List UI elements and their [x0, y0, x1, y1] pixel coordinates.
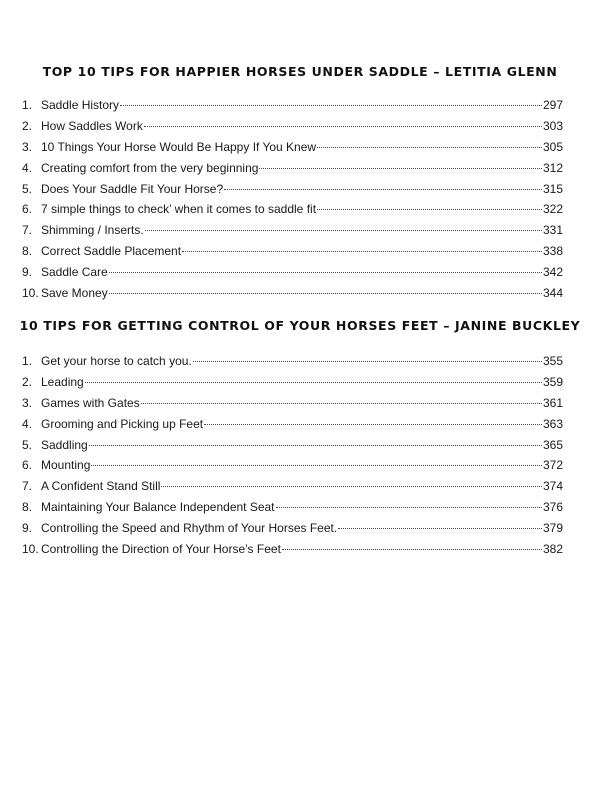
toc-entry-page-number: 382 [542, 542, 563, 557]
toc-dot-leader [89, 445, 542, 446]
toc-entry [22, 137, 563, 158]
toc-dot-leader [109, 293, 542, 294]
toc-entry-title: Saddling [41, 437, 88, 452]
toc-entry-title: A Confident Stand Still [41, 479, 161, 494]
toc-entry-number: 5. [22, 181, 33, 196]
toc-entry-page-number: 322 [542, 202, 563, 217]
toc-entry-number: 6. [22, 202, 33, 217]
toc-entry-title: Saddle Care [41, 265, 108, 280]
toc-dot-leader [120, 105, 542, 106]
toc-dot-leader [109, 272, 542, 273]
toc-entry-number: 2. [22, 118, 33, 133]
toc-list-horse-feet-tips [22, 351, 563, 560]
toc-entry-page-number: 365 [542, 437, 563, 452]
toc-entry [22, 283, 563, 304]
section-title-saddle-tips: TOP 10 TIPS FOR HAPPIER HORSES UNDER SADDLE – LETITIA GLENN [42, 64, 558, 79]
toc-entry-title: Shimming / Inserts. [41, 223, 144, 238]
toc-entry-title: Saddle History [41, 98, 120, 112]
toc-entry [22, 518, 563, 539]
toc-entry [22, 262, 563, 283]
toc-dot-leader [282, 549, 542, 550]
toc-entry-title: Controlling the Direction of Your Horse’s Feet [41, 542, 281, 557]
toc-entry-page-number: 297 [542, 98, 563, 112]
toc-entry-title: Controlling the Speed and Rhythm of Your Horses Feet. [41, 521, 338, 536]
toc-dot-leader [204, 424, 542, 425]
toc-dot-leader [338, 528, 542, 529]
toc-entry-page-number: 372 [542, 458, 563, 473]
toc-entry-number: 5. [22, 437, 33, 452]
toc-entry-page-number: 379 [542, 521, 563, 536]
toc-entry [22, 455, 563, 476]
toc-entry-number: 9. [22, 265, 33, 280]
toc-entry-page-number: 363 [542, 416, 563, 431]
toc-dot-leader [161, 486, 542, 487]
toc-entry-title: Mounting [41, 458, 91, 473]
toc-entry-number: 8. [22, 244, 33, 259]
toc-dot-leader [276, 507, 542, 508]
toc-entry-title: Games with Gates [41, 395, 140, 410]
toc-entry [22, 435, 563, 456]
toc-dot-leader [224, 189, 542, 190]
toc-entry-number: 1. [22, 98, 33, 112]
toc-entry-page-number: 344 [542, 286, 563, 301]
toc-entry-page-number: 305 [542, 139, 563, 154]
toc-dot-leader [141, 403, 542, 404]
toc-dot-leader [85, 382, 542, 383]
toc-entry [22, 476, 563, 497]
toc-entry-title: Does Your Saddle Fit Your Horse? [41, 181, 224, 196]
toc-entry-number: 6. [22, 458, 33, 473]
toc-dot-leader [259, 168, 542, 169]
toc-entry-page-number: 355 [542, 354, 563, 368]
toc-entry-number: 4. [22, 160, 33, 175]
toc-entry-page-number: 342 [542, 265, 563, 280]
toc-entry [22, 158, 563, 179]
toc-entry [22, 241, 563, 262]
toc-entry [22, 116, 563, 137]
toc-entry [22, 497, 563, 518]
toc-entry-page-number: 338 [542, 244, 563, 259]
toc-entry-title: Get your horse to catch you. [41, 354, 192, 368]
toc-dot-leader [193, 361, 542, 362]
toc-entry-title: 10 Things Your Horse Would Be Happy If You Knew [41, 139, 317, 154]
toc-entry [22, 414, 563, 435]
toc-entry [22, 179, 563, 200]
section-title-horse-feet-tips: 10 TIPS FOR GETTING CONTROL OF YOUR HORSES FEET – JANINE BUCKLEY [19, 318, 581, 333]
toc-entry [22, 372, 563, 393]
toc-entry [22, 199, 563, 220]
toc-entry-number: 3. [22, 139, 33, 154]
toc-entry-number: 2. [22, 374, 33, 389]
toc-dot-leader [317, 209, 542, 210]
toc-entry-title: Grooming and Picking up Feet [41, 416, 204, 431]
toc-entry [22, 393, 563, 414]
toc-dot-leader [145, 230, 542, 231]
toc-entry-page-number: 374 [542, 479, 563, 494]
toc-entry-page-number: 376 [542, 500, 563, 515]
toc-entry-number: 8. [22, 500, 33, 515]
toc-dot-leader [144, 126, 542, 127]
toc-entry-title: 7 simple things to check’ when it comes to saddle fit [41, 202, 317, 217]
toc-entry [22, 220, 563, 241]
toc-dot-leader [317, 147, 542, 148]
toc-entry-title: Maintaining Your Balance Independent Seat [41, 500, 275, 515]
toc-entry-number: 10. [22, 542, 39, 557]
toc-entry-number: 1. [22, 354, 33, 368]
toc-entry-number: 7. [22, 479, 33, 494]
toc-entry-page-number: 331 [542, 223, 563, 238]
toc-entry [22, 351, 563, 372]
toc-entry-page-number: 312 [542, 160, 563, 175]
toc-entry-number: 4. [22, 416, 33, 431]
toc-entry-number: 3. [22, 395, 33, 410]
toc-entry-title: Leading [41, 374, 84, 389]
toc-entry-title: Creating comfort from the very beginning [41, 160, 259, 175]
toc-entry-page-number: 361 [542, 395, 563, 410]
toc-entry-title: Save Money [41, 286, 108, 301]
toc-entry [22, 95, 563, 116]
toc-entry-number: 10. [22, 286, 39, 301]
toc-entry-page-number: 315 [542, 181, 563, 196]
toc-entry-number: 9. [22, 521, 33, 536]
toc-entry-page-number: 359 [542, 374, 563, 389]
toc-dot-leader [182, 251, 542, 252]
toc-entry-title: How Saddles Work [41, 118, 143, 133]
toc-dot-leader [91, 465, 542, 466]
toc-entry-page-number: 303 [542, 118, 563, 133]
toc-entry [22, 539, 563, 560]
toc-entry-number: 7. [22, 223, 33, 238]
toc-list-saddle-tips [22, 95, 563, 304]
toc-entry-title: Correct Saddle Placement [41, 244, 182, 259]
